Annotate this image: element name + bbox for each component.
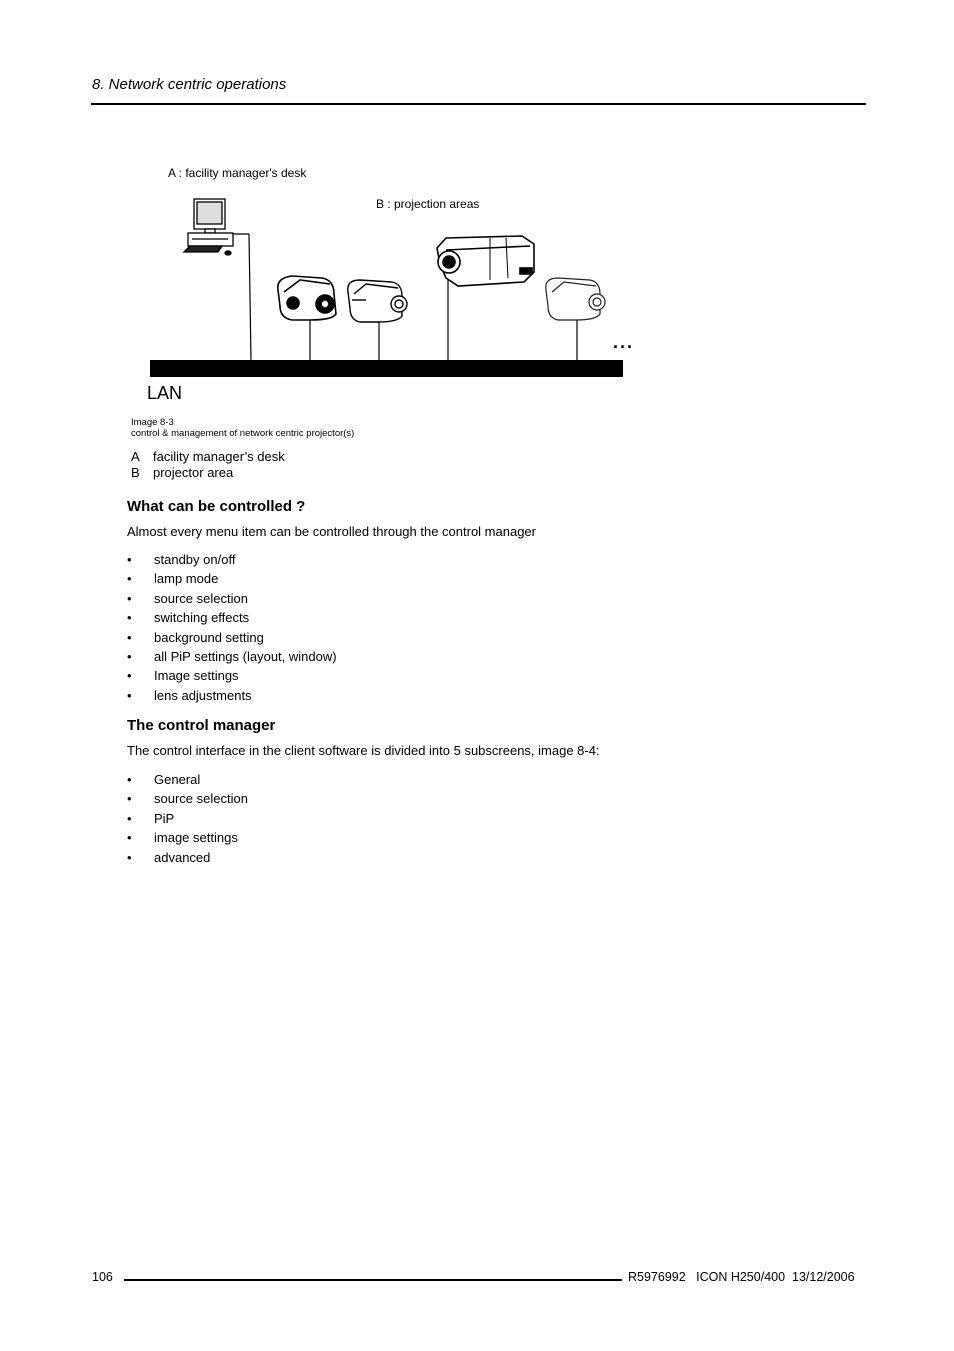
footer-doc-info: R5976992 ICON H250/400 13/12/2006 (628, 1270, 855, 1284)
list-item-text: source selection (154, 791, 248, 807)
list-item (127, 571, 337, 590)
list-item-text: PiP (154, 810, 175, 826)
legend-item (131, 449, 285, 465)
list-item (127, 649, 337, 668)
section-intro-control-manager: The control interface in the client software is divided into 5 subscreens, image 8-4: (127, 743, 600, 758)
list-item (127, 772, 248, 791)
figure-caption (131, 417, 354, 439)
legend-item (131, 465, 285, 481)
legend-text: facility manager’s desk (153, 449, 285, 464)
figure-legend (131, 449, 285, 480)
diagram-ellipsis: ... (613, 332, 635, 352)
list-item-text: standby on/off (154, 552, 236, 567)
subscreens-list (127, 772, 248, 869)
list-item-text: switching effects (154, 610, 250, 626)
network-diagram (0, 0, 954, 450)
caption-number: Image 8-3 (131, 417, 174, 428)
bullet: • (127, 610, 132, 626)
bullet: • (127, 687, 132, 703)
controllable-items-list (127, 552, 337, 707)
section-heading-control-manager: The control manager (127, 717, 276, 734)
label-projection-areas: B : projection areas (376, 197, 480, 211)
list-item-text: Image settings (154, 668, 239, 684)
list-item (127, 552, 337, 571)
bullet: • (127, 810, 132, 826)
bullet: • (127, 552, 132, 567)
bullet: • (127, 849, 132, 865)
caption-text: control & management of network centric projector(s) (131, 428, 355, 439)
bullet: • (127, 668, 132, 684)
legend-text: projector area (153, 464, 234, 480)
list-item-text: source selection (154, 590, 248, 606)
bullet: • (127, 791, 132, 807)
list-item (127, 811, 248, 830)
footer-rule (124, 1279, 622, 1281)
list-item-text: General (154, 772, 201, 787)
projector-icon-3 (437, 236, 534, 286)
computer-workstation-icon (184, 199, 233, 255)
list-item-text: image settings (154, 830, 238, 846)
projector-icon-2 (348, 280, 407, 322)
projector-icon-4 (546, 278, 605, 320)
bullet: • (127, 830, 132, 846)
list-item-text: advanced (154, 849, 211, 865)
list-item (127, 610, 337, 629)
list-item-text: lamp mode (154, 571, 219, 587)
list-item-text: lens adjustments (154, 687, 252, 703)
page-header-title: 8. Network centric operations (92, 76, 287, 93)
list-item (127, 591, 337, 610)
label-facility-manager-desk: A : facility manager's desk (168, 166, 307, 180)
list-item (127, 850, 248, 869)
list-item (127, 630, 337, 649)
list-item (127, 791, 248, 810)
list-item-text: all PiP settings (layout, window) (154, 648, 337, 664)
lan-bus-bar (150, 360, 623, 377)
legend-key: B (131, 464, 140, 480)
list-item (127, 830, 248, 849)
footer-page-number: 106 (92, 1270, 113, 1284)
bullet: • (127, 772, 132, 787)
list-item (127, 688, 337, 707)
list-item-text: background setting (154, 629, 264, 645)
list-item (127, 668, 337, 687)
bullet: • (127, 648, 132, 664)
projector-icon-1 (278, 276, 336, 320)
section-heading-what-can-be-controlled: What can be controlled ? (127, 498, 306, 515)
legend-key: A (131, 449, 140, 464)
label-lan: LAN (147, 383, 183, 403)
section-intro-controlled: Almost every menu item can be controlled through the control manager (127, 524, 536, 539)
bullet: • (127, 590, 132, 606)
bullet: • (127, 629, 132, 645)
bullet: • (127, 571, 132, 587)
